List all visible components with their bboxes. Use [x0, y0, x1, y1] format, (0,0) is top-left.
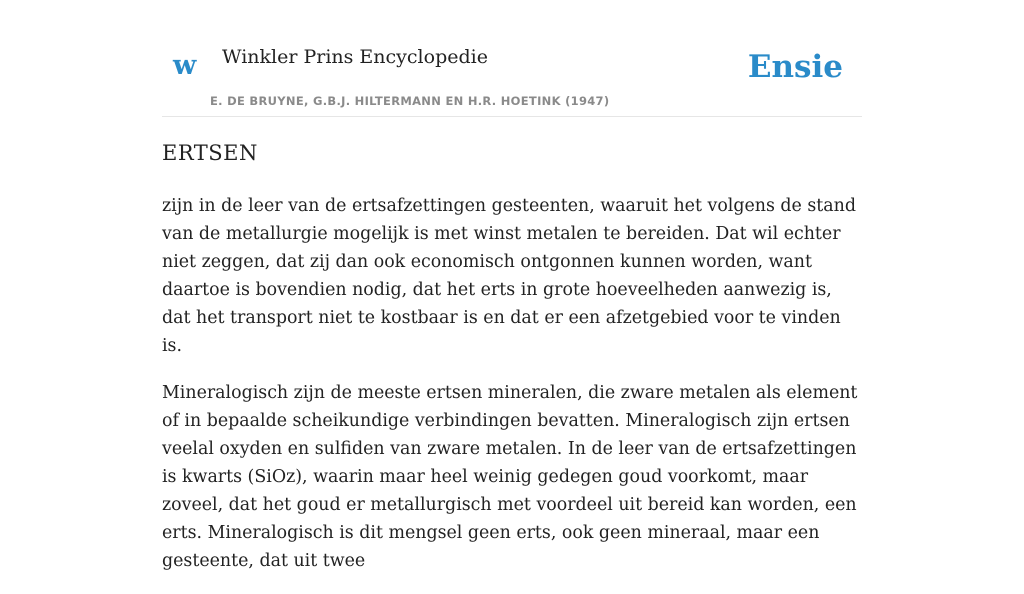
- winkler-prins-logo[interactable]: w: [173, 50, 197, 81]
- source-authors: E. DE BRUYNE, G.B.J. HILTERMANN EN H.R. HOETINK (1947): [210, 94, 610, 108]
- article-title: ERTSEN: [162, 141, 258, 165]
- article-paragraph: Mineralogisch zijn de meeste ertsen mineralen, die zware metalen als element of in bepaalde scheikundige verbindingen bevatten. Mineralogisch zijn ertsen veelal oxyden en sulfiden van zware metalen. In de leer van de ertsafzettingen is kwarts (SiOz), waarin maar heel weinig gedegen goud voorkomt, maar zoveel, dat het goud er metallurgisch met voordeel uit bereid kan worden, een erts. Mineralogisch is dit mengsel geen erts, ook geen mineraal, maar een gesteente, dat uit twee: [162, 383, 858, 571]
- ensie-logo[interactable]: Ensie: [747, 49, 843, 85]
- site-header: [162, 0, 862, 117]
- article-paragraph: zijn in de leer van de ertsafzettingen gesteenten, waaruit het volgens de stand van de metallurgie mogelijk is met winst metalen te bereiden. Dat wil echter niet zeggen, dat zij dan ook economisch ontgonnen kunnen worden, want daartoe is bovendien nodig, dat het erts in grote hoeveelheden aanwezig is, dat het transport niet te kostbaar is en dat er een afzetgebied voor te vinden is.: [162, 196, 856, 356]
- source-title[interactable]: Winkler Prins Encyclopedie: [222, 46, 488, 68]
- article-body: [162, 192, 862, 594]
